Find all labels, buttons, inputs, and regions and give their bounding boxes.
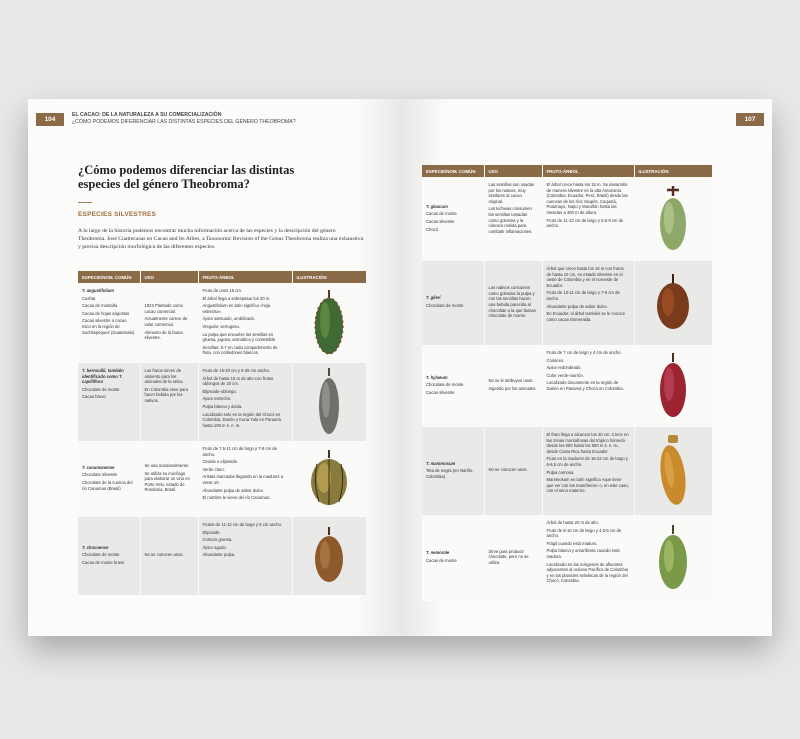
fruit-text: Ápice redondeado. [546, 365, 582, 371]
use-text: Los kichwas consumen las semillas tostadas como golosina y la cáscara molida para combatir inflamaciones. [488, 206, 533, 234]
fruit-text: Árbol que crece hasta los 15 m con frutos de hasta 10 cm, en estado silvestre en el oeste de Colombia y en el noroeste de Ecuador. [546, 266, 624, 288]
species-cell [78, 283, 140, 363]
table-header-row [78, 271, 366, 283]
species-cell [78, 517, 140, 595]
fruit-text: Coriáceo. [546, 357, 565, 363]
title-divider [78, 202, 92, 203]
use-text: No se conocen usos. [488, 467, 528, 473]
use-cell [484, 261, 542, 345]
use-text: Ingerido por los animales. [488, 386, 537, 391]
fruit-text: El fruto llega a alcanzar los 20 cm. Crece en las zonas montañosas del trópico húmedo desde los 600 hasta los 800 m s. n. m., desde Costa Rica hasta Ecuador. [546, 432, 629, 454]
fruit-text: Fruto de 8-10 cm de largo y 4,5-6 cm de ancho. [546, 527, 622, 539]
fruit-text: Elipsoide. [202, 529, 221, 535]
use-text: Las semillas son usadas por los nativos, muy similares al cacao original. [488, 182, 535, 204]
cacao-pod-illustration [313, 368, 345, 436]
fruit-text: Semillas: 5-7 en cada compartimento de fruta, con cotiledones blancos. [202, 344, 278, 356]
fruit-text: Irregular, verrugoso. [202, 323, 240, 329]
fruit-cell [542, 177, 634, 261]
fruit-cell [198, 283, 292, 363]
common-name: Cacao de monte [426, 211, 457, 217]
table-row [78, 363, 366, 441]
common-name: Cacao de monte [426, 558, 457, 563]
fruit-cell [542, 345, 634, 427]
common-name: Chocolate de monte [426, 303, 464, 308]
column-header: ESPECIE/NOM. COMÚN [78, 271, 140, 283]
use-cell [140, 363, 198, 441]
species-name: T. nemorale [426, 550, 450, 556]
column-header: ESPECIE/NOM. COMÚN [422, 165, 484, 177]
species-table [78, 271, 367, 595]
common-name: Chocolate de la cuenca del río Canumao (Brasil) [82, 479, 133, 491]
cacao-pod-illustration [311, 527, 347, 585]
table-row [422, 427, 712, 515]
column-header: ILUSTRACIÓN [292, 271, 366, 283]
fruit-text: Elipsoide-oblongo. [202, 388, 237, 394]
use-text: Alimento de la fauna silvestre. [144, 329, 183, 341]
fruit-text: Angustifolium en latín significa «hoja estrecha». [202, 303, 271, 314]
table-row [78, 441, 366, 517]
fruit-text: Ovoide o elipsoide. [202, 459, 239, 465]
common-name: Cushta [82, 295, 96, 301]
illustration-cell [292, 363, 366, 441]
fruit-text: Fruto de 13-11 cm de largo y 7-9 cm de ancho. [546, 290, 620, 301]
common-name: Chocó [426, 226, 439, 232]
fruit-cell [198, 441, 292, 517]
fruit-text: El árbol llega a sobrepasar los 20 m. [202, 295, 271, 301]
fruit-text: Localizado solo en la región del Chocó en Colombia, Darién y Kuna Yala en Panamá hasta 100 m s. n. m. [202, 411, 281, 428]
cacao-pod-illustration [653, 274, 693, 332]
common-name: Teta de negra (en Nariño, Colombia) [426, 468, 474, 479]
fruit-text: En Ecuador, el árbol también se le conoce como cacao Esmeralda. [546, 311, 625, 322]
column-header: USO [484, 165, 542, 177]
species-table [422, 165, 713, 601]
species-name: T. bernoullii, también identificado como T. capilliflora [82, 367, 124, 385]
use-cell [140, 283, 198, 363]
species-name: T. canumanense [82, 464, 115, 470]
fruit-text: Pulpa carnosa. [546, 469, 575, 475]
fruit-text: Árbol de hasta 15 m de alto con frutos oblongos de 20 cm. [202, 375, 274, 387]
use-text: Sirve para producir chocolate, pero no se utiliza. [488, 548, 529, 565]
use-text: Actualmente carece de valor comercial. [144, 316, 188, 327]
common-name: Cacao de montaña [82, 303, 118, 309]
cacao-pod-illustration [655, 435, 691, 507]
fruit-cell [198, 363, 292, 441]
fruit-text: Fruto de unos 15 cm. [202, 288, 243, 293]
page-number: 104 [36, 113, 64, 126]
common-name: Chocolate de monte [426, 382, 464, 388]
illustration-cell [634, 261, 712, 345]
illustration-cell [634, 177, 712, 261]
fruit-text: Fruto de 16-20 cm y 6-25 cm ancho. [202, 367, 270, 373]
table-row [422, 345, 712, 427]
illustration-cell [292, 441, 366, 517]
column-header: USO [140, 271, 198, 283]
fruit-text: Localizado únicamente en la región de Darién en Panamá y Chocó en Colombia. [546, 380, 624, 391]
fruit-text: El árbol crece hasta los 15 m. Se desarrolla de manera silvestre en la alta Amazonía (Colombia, Ecuador, Perú, Brasil) desde las cuencas de los ríos Vaupés, Caquetá, Putumayo, Napo y Marañón hasta las mesetas a 460 m de altura. [546, 182, 628, 215]
table-row [78, 283, 366, 363]
fruit-text: Frágil cuando está maduro. [546, 540, 598, 546]
species-cell [422, 345, 484, 427]
species-name: T. gileri [426, 295, 441, 301]
section-heading: ESPECIES SILVESTRES [78, 211, 157, 218]
species-cell [78, 441, 140, 517]
fruit-text: Fruto en la madurez de 16-22 cm de largo y 6-6,5 cm de ancho. [546, 456, 628, 467]
use-text: Se utiliza su mucílago para elaborar un vino en Porto Velo, estado de Rondonia, Brasil. [144, 470, 190, 493]
use-text: Los nativos consumen como golosina la pulpa y con las semillas hacen una bebida parecida al chocolate a la que llaman chocolate de monte. [488, 285, 536, 319]
illustration-cell [634, 515, 712, 601]
common-name: Cacao silvestre o cacao mico en la región de Suchitepéquez (Guatemala) [82, 318, 135, 335]
use-cell [484, 345, 542, 427]
fruit-text: Localizado en las márgenes de afluentes adyacentes al océano Pacífico de Colombia y en las planicies selváticas de la región del Chocó, Colombia. [546, 561, 628, 584]
table-header-row [422, 165, 712, 177]
fruit-text: Aristas marcadas llegando en la madurez a verse 10. [202, 474, 284, 485]
fruit-text: Frutos de 11-12 cm de largo y 8 cm ancho. [202, 521, 283, 527]
illustration-cell [292, 517, 366, 595]
running-head-line-1: EL CACAO: DE LA NATURALEZA A SU COMERCIALIZACIÓN [72, 112, 222, 118]
fruit-text: Color verde-marrón. [546, 372, 584, 378]
table-row [422, 261, 712, 345]
species-cell [422, 427, 484, 515]
fruit-cell [542, 261, 634, 345]
common-name: Cacao silvestre [426, 389, 455, 395]
cacao-pod-illustration [655, 353, 691, 419]
common-name: Cacao de hojas angostas [82, 310, 130, 316]
fruit-text: Árbol de hasta 20 m de alto. [546, 520, 599, 525]
cacao-pod-illustration [309, 290, 349, 356]
running-head [72, 112, 296, 126]
running-head-line-2: ¿CÓMO PODEMOS DIFERENCIAR LAS DISTINTAS ESPECIES DEL GÉNERO THEOBROMA? [72, 119, 296, 125]
species-cell [422, 177, 484, 261]
common-name: Chocolate de monte [82, 552, 120, 558]
fruit-text: Pulpa blanca y amarillenta cuando está madura. [546, 548, 620, 559]
species-name: T. glaucum [426, 203, 448, 209]
common-name: Cacao silvestre [426, 219, 455, 224]
fruit-text: Abundante pulpa de sabor dulce. [202, 487, 264, 493]
use-cell [140, 517, 198, 595]
fruit-text: Verde claro. [202, 466, 225, 472]
column-header: FRUTO-ÁRBOL [198, 271, 292, 283]
page-title: ¿Cómo podemos diferenciar las distintas especies del género Theobroma? [78, 163, 295, 191]
table-row [78, 517, 366, 595]
use-text: Se usa ocasionalmente. [144, 462, 190, 468]
use-text: No se conocen usos. [144, 552, 184, 558]
use-cell [484, 515, 542, 601]
use-cell [140, 441, 198, 517]
common-name: Cacao bravo [82, 394, 106, 400]
use-cell [484, 427, 542, 515]
fruit-text: Fruto de 7.5-11 cm de largo y 7-9 cm de ancho. [202, 445, 277, 457]
fruit-text: Abundante pulpa de sabor dulce. [546, 303, 608, 309]
fruit-text: Cortezo gruesa. [202, 537, 233, 543]
column-header: FRUTO-ÁRBOL [542, 165, 634, 177]
fruit-text: Abundante pulpa. [202, 552, 236, 558]
page-number: 107 [736, 113, 764, 126]
use-text: En Colombia sirve para hacer bebida por los nativos. [144, 386, 189, 403]
fruit-text: Fruto de 11-13 cm de largo y 6,5-9 cm de ancho. [546, 217, 624, 229]
right-page [400, 99, 772, 636]
use-cell [484, 177, 542, 261]
fruit-text: Pulpa blanca y ácida. [202, 403, 243, 409]
illustration-cell [634, 345, 712, 427]
species-name: T. angustifolium [82, 288, 115, 293]
illustration-cell [634, 427, 712, 515]
common-name: Chocolate silvestre [82, 472, 118, 478]
fruit-text: Ápice atenuado, umbilicado. [202, 316, 256, 322]
fruit-cell [542, 427, 634, 515]
left-page [28, 99, 400, 636]
common-name: Chocolate de monte [82, 386, 120, 392]
fruit-cell [542, 515, 634, 601]
table-row [422, 177, 712, 261]
use-text: 1923 Plantado como cacao comercial. [144, 303, 183, 314]
intro-paragraph: A lo largo de la historia podemos encontrar mucha información acerca de las especies y la descripción del género Theobroma. José Cuatrecasas en Cacao and Its Allies, a Taxonomic Revision of the Genus Theobroma realiza una exhaustiva y precisa descripción morfológica de las diferentes especies. [78, 228, 364, 251]
fruit-text: La pulpa que envuelve las semillas es gruesa, jugosa, aromática y comestible. [202, 331, 277, 343]
fruit-text: Ápice agudo. [202, 544, 227, 550]
use-text: Los frutos sirven de alimento para los animales de la selva. [144, 367, 184, 385]
table-row [422, 515, 712, 601]
fruit-text: Fruto de 7 cm de largo y 4 cm de ancho. [546, 350, 622, 355]
illustration-cell [292, 283, 366, 363]
fruit-text: Ápice estrecho. [202, 396, 232, 402]
species-name: T. hylaeum [426, 374, 448, 380]
column-header: ILUSTRACIÓN [634, 165, 712, 177]
species-cell [78, 363, 140, 441]
cacao-pod-illustration [653, 525, 693, 591]
use-text: No se le atribuyen usos. [488, 378, 534, 384]
species-name: T. chocoense [82, 544, 109, 550]
species-cell [422, 515, 484, 601]
common-name: Cacao de monte bravo [82, 559, 125, 565]
cacao-pod-illustration [307, 450, 351, 508]
species-cell [422, 261, 484, 345]
fruit-text: El nombre le viene del río Canumao. [202, 495, 271, 501]
fruit-text: Mammosum en latín significa «que tiene que ver con los mamíferos» o, en este caso, con el seno materno. [546, 477, 629, 494]
fruit-cell [198, 517, 292, 595]
book-spread [28, 99, 772, 636]
cacao-pod-illustration [653, 186, 693, 252]
species-name: T. mammosum [426, 460, 456, 466]
